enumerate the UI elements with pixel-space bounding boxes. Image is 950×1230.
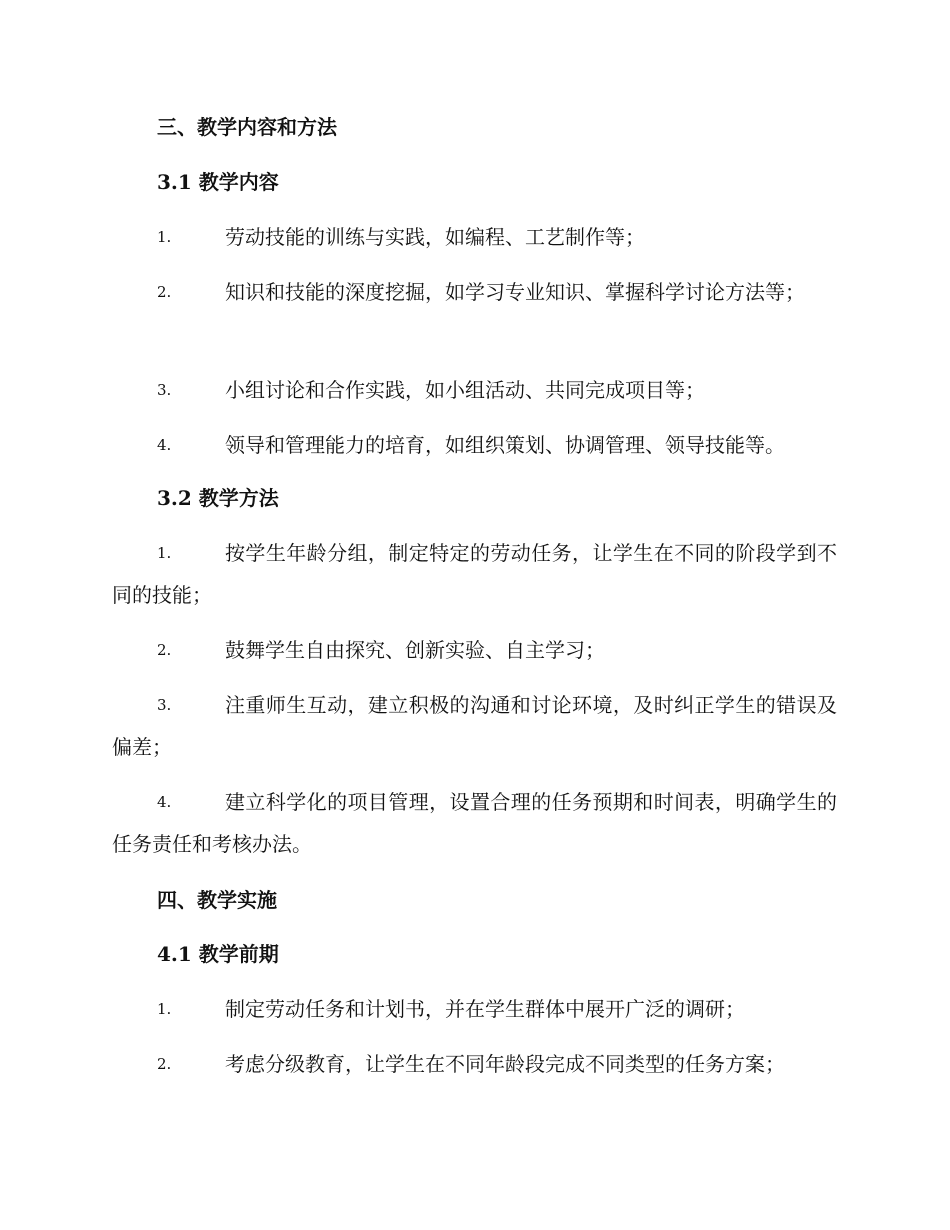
list-item [112, 424, 837, 466]
list-item-text: 按学生年龄分组，制定特定的劳动任务，让学生在不同的阶段学到不同的技能； [112, 541, 837, 607]
subsection-heading-early-stage: 4.1 教学前期 [157, 942, 279, 966]
list-item-text: 领导和管理能力的培育，如组织策划、协调管理、领导技能等。 [225, 433, 785, 457]
list-item [112, 684, 837, 768]
list-item [112, 532, 837, 616]
list-item-number: 4. [157, 436, 172, 454]
list-item [112, 216, 837, 258]
list-item [112, 781, 837, 865]
list-item [112, 369, 837, 411]
list-item-text: 小组讨论和合作实践，如小组活动、共同完成项目等； [225, 378, 705, 402]
section-heading-teaching-implementation: 四、教学实施 [157, 888, 277, 912]
list-item-number: 1. [157, 1000, 172, 1018]
list-item-text: 制定劳动任务和计划书，并在学生群体中展开广泛的调研； [225, 997, 745, 1021]
list-item-number: 1. [157, 544, 172, 562]
list-item-number: 2. [157, 283, 172, 301]
subsection-heading-teaching-methods: 3.2 教学方法 [157, 486, 279, 510]
list-item [112, 629, 837, 671]
list-item-text: 建立科学化的项目管理，设置合理的任务预期和时间表，明确学生的任务责任和考核办法。 [112, 790, 837, 856]
list-item-number: 2. [157, 1055, 172, 1073]
list-item-number: 1. [157, 228, 172, 246]
list-item [112, 1043, 837, 1085]
list-item-text: 注重师生互动，建立积极的沟通和讨论环境，及时纠正学生的错误及偏差； [112, 693, 837, 759]
section-heading-teaching-content-methods: 三、教学内容和方法 [157, 115, 337, 139]
list-item-number: 3. [157, 381, 172, 399]
list-item-text: 鼓舞学生自由探究、创新实验、自主学习； [225, 638, 605, 662]
list-item-text: 劳动技能的训练与实践，如编程、工艺制作等； [225, 225, 645, 249]
list-item [112, 271, 837, 313]
list-item-number: 4. [157, 793, 172, 811]
list-item-number: 3. [157, 696, 172, 714]
list-item-number: 2. [157, 641, 172, 659]
list-item [112, 988, 837, 1030]
list-item-text: 考虑分级教育，让学生在不同年龄段完成不同类型的任务方案； [225, 1052, 785, 1076]
subsection-heading-teaching-content: 3.1 教学内容 [157, 170, 279, 194]
list-item-text: 知识和技能的深度挖掘，如学习专业知识、掌握科学讨论方法等； [225, 280, 805, 304]
